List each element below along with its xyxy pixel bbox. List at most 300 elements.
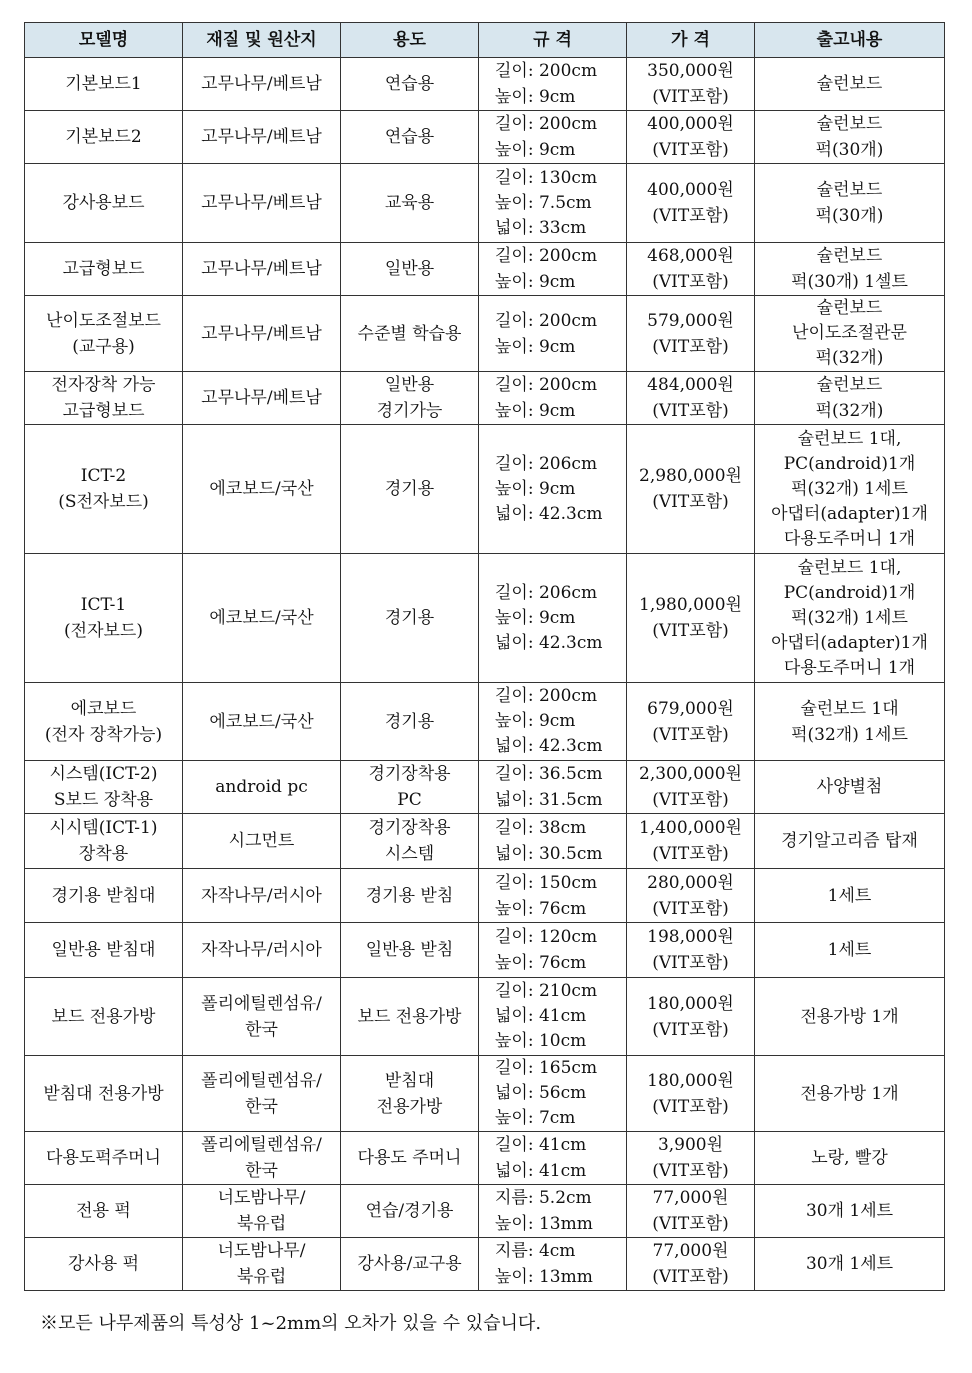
cell-spec-line: 넓이: 41cm	[495, 1006, 587, 1026]
cell-spec-line: 지름: 4cm	[495, 1241, 576, 1261]
cell-model	[25, 164, 183, 243]
cell-price-line: (VIT포함)	[652, 621, 729, 641]
cell-model-line: 경기용 받침대	[51, 885, 156, 906]
table-body	[25, 58, 945, 1291]
cell-spec-line: 높이: 9cm	[495, 87, 576, 107]
cell-contents-line: 퍽(32개) 1세트	[791, 724, 908, 745]
table-row	[25, 869, 945, 923]
cell-price	[627, 923, 755, 978]
cell-contents-line: PC(android)1개	[783, 582, 916, 603]
cell-price-line: 579,000원	[647, 310, 734, 331]
table-row	[25, 164, 945, 243]
cell-material	[183, 923, 341, 978]
cell-contents	[755, 164, 945, 243]
table-row	[25, 1238, 945, 1291]
cell-usage-line: 연습용	[384, 74, 435, 94]
cell-contents	[755, 58, 945, 111]
cell-spec-line: 높이: 9cm	[495, 272, 576, 292]
cell-contents-line: 슐런보드	[816, 74, 883, 94]
cell-price	[627, 554, 755, 683]
cell-material	[183, 1185, 341, 1238]
cell-price-line: (VIT포함)	[652, 844, 729, 864]
cell-contents	[755, 761, 945, 814]
cell-contents-line: 슐런보드	[816, 375, 883, 395]
cell-contents-line: 사양별첨	[816, 777, 883, 797]
cell-material-line: 에코보드/국산	[209, 711, 314, 732]
cell-price-line: 77,000원	[652, 1188, 729, 1208]
cell-model	[25, 111, 183, 164]
cell-usage-line: 시스템	[384, 844, 435, 864]
cell-model-line: 시스템(ICT-2)	[49, 764, 158, 784]
cell-contents-line: 퍽(32개)	[815, 348, 884, 368]
cell-price	[627, 296, 755, 372]
cell-spec	[479, 923, 627, 978]
cell-model	[25, 978, 183, 1056]
cell-material-line: 한국	[245, 1161, 278, 1181]
cell-price-line: 2,300,000원	[639, 764, 742, 784]
cell-spec	[479, 761, 627, 814]
cell-spec-line: 길이: 120cm	[495, 927, 598, 947]
cell-price-line: (VIT포함)	[652, 953, 729, 973]
header-usage: 용도	[341, 23, 479, 58]
cell-contents-line: 퍽(32개) 1세트	[791, 478, 908, 499]
cell-model-line: 에코보드	[70, 698, 137, 719]
cell-material-line: 고무나무/베트남	[201, 388, 322, 408]
cell-contents-line: 슐런보드	[816, 114, 883, 134]
cell-model	[25, 1132, 183, 1185]
cell-material-line: 고무나무/베트남	[201, 193, 322, 213]
cell-usage-line: 교육용	[384, 193, 435, 213]
header-model: 모델명	[25, 23, 183, 58]
cell-spec-line: 길이: 36.5cm	[495, 764, 603, 784]
cell-material	[183, 58, 341, 111]
cell-model-line: 전자장착 가능	[51, 375, 156, 395]
cell-spec-line: 길이: 200cm	[495, 61, 598, 81]
cell-model-line: 보드 전용가방	[51, 1006, 156, 1027]
cell-usage	[341, 1185, 479, 1238]
cell-usage	[341, 814, 479, 869]
cell-usage	[341, 761, 479, 814]
table-row	[25, 1056, 945, 1132]
cell-contents	[755, 554, 945, 683]
cell-price-line: 1,980,000원	[639, 595, 742, 615]
cell-usage	[341, 978, 479, 1056]
cell-usage-line: 경기장착용	[368, 818, 451, 838]
cell-model	[25, 58, 183, 111]
cell-price-line: 1,400,000원	[639, 818, 742, 838]
cell-material-line: 폴리에틸렌섬유/	[201, 1070, 322, 1091]
cell-price-line: (VIT포함)	[652, 724, 729, 745]
cell-spec	[479, 978, 627, 1056]
cell-model-line: 전용 퍽	[76, 1201, 131, 1221]
cell-contents-line: 슐런보드 1대,	[797, 557, 902, 578]
cell-spec-line: 길이: 200cm	[495, 246, 598, 266]
cell-material	[183, 978, 341, 1056]
cell-contents-line: 전용가방 1개	[800, 1083, 899, 1104]
cell-price	[627, 243, 755, 296]
cell-material	[183, 1056, 341, 1132]
cell-price-line: 3,900원	[657, 1135, 724, 1155]
cell-material	[183, 1132, 341, 1185]
cell-model-line: ICT-1	[80, 595, 127, 615]
table-row	[25, 554, 945, 683]
header-row	[25, 23, 945, 58]
cell-usage	[341, 243, 479, 296]
cell-contents-line: 30개 1세트	[805, 1201, 894, 1221]
cell-material-line: 한국	[245, 1019, 278, 1040]
cell-material	[183, 869, 341, 923]
cell-material-line: 고무나무/베트남	[201, 127, 322, 147]
footnote: ※모든 나무제품의 특성상 1~2mm의 오차가 있을 수 있습니다.	[40, 1313, 542, 1334]
cell-price	[627, 1132, 755, 1185]
cell-spec	[479, 683, 627, 761]
cell-contents	[755, 243, 945, 296]
cell-model-line: 고급형보드	[62, 401, 145, 421]
cell-model-line: 일반용 받침대	[51, 940, 156, 960]
cell-price	[627, 761, 755, 814]
cell-model-line: 강사용 퍽	[67, 1254, 140, 1274]
cell-model-line: (교구용)	[72, 336, 135, 357]
cell-model	[25, 372, 183, 425]
table-row	[25, 425, 945, 554]
cell-usage	[341, 1238, 479, 1291]
cell-spec	[479, 1056, 627, 1132]
cell-price-line: 350,000원	[647, 61, 734, 81]
cell-usage-line: 경기가능	[376, 401, 443, 421]
cell-usage-line: 받침대	[384, 1070, 435, 1091]
table-row	[25, 683, 945, 761]
cell-usage	[341, 1132, 479, 1185]
cell-spec-line: 넓이: 42.3cm	[495, 736, 603, 756]
cell-usage	[341, 869, 479, 923]
cell-spec-line: 넓이: 33cm	[495, 217, 587, 238]
cell-spec	[479, 1238, 627, 1291]
cell-model-line: (S전자보드)	[58, 492, 149, 512]
cell-price-line: (VIT포함)	[652, 790, 729, 810]
cell-material	[183, 296, 341, 372]
cell-usage-line: 연습/경기용	[365, 1201, 454, 1221]
cell-contents	[755, 111, 945, 164]
cell-usage-line: PC	[397, 790, 422, 810]
cell-usage	[341, 1056, 479, 1132]
cell-contents	[755, 296, 945, 372]
cell-spec	[479, 243, 627, 296]
cell-spec-line: 넓이: 41cm	[495, 1161, 587, 1181]
cell-model	[25, 761, 183, 814]
cell-contents	[755, 1185, 945, 1238]
cell-spec-line: 길이: 200cm	[495, 375, 598, 395]
cell-spec-line: 높이: 9cm	[495, 336, 576, 357]
cell-contents	[755, 814, 945, 869]
cell-contents-line: 퍽(30개)	[815, 140, 884, 160]
cell-material-line: 자작나무/러시아	[201, 885, 322, 906]
cell-material	[183, 372, 341, 425]
cell-price-line: (VIT포함)	[652, 336, 729, 357]
cell-price-line: (VIT포함)	[652, 1096, 729, 1117]
header-contents: 출고내용	[755, 23, 945, 58]
cell-contents-line: 퍽(30개) 1셀트	[791, 272, 908, 292]
cell-material-line: 고무나무/베트남	[201, 323, 322, 344]
cell-material-line: 자작나무/러시아	[201, 940, 322, 960]
cell-price-line: (VIT포함)	[652, 206, 729, 226]
cell-contents	[755, 683, 945, 761]
cell-usage-line: 일반용 받침	[365, 940, 454, 960]
cell-usage-line: 경기용	[384, 608, 435, 628]
cell-model-line: 받침대 전용가방	[43, 1083, 164, 1104]
table-row	[25, 372, 945, 425]
cell-price-line: (VIT포함)	[652, 87, 729, 107]
cell-spec-line: 길이: 38cm	[495, 818, 587, 838]
cell-material	[183, 164, 341, 243]
table-row	[25, 761, 945, 814]
cell-usage-line: 전용가방	[376, 1096, 443, 1117]
cell-spec-line: 길이: 200cm	[495, 114, 598, 134]
cell-spec-line: 넓이: 30.5cm	[495, 844, 603, 864]
cell-usage-line: 경기용	[384, 711, 435, 732]
cell-usage-line: 다용도 주머니	[357, 1148, 462, 1168]
cell-material	[183, 243, 341, 296]
cell-spec-line: 길이: 130cm	[495, 167, 598, 188]
cell-contents-line: 30개 1세트	[805, 1254, 894, 1274]
cell-material	[183, 814, 341, 869]
cell-contents-line: PC(android)1개	[783, 453, 916, 474]
cell-price	[627, 978, 755, 1056]
cell-model	[25, 683, 183, 761]
cell-price	[627, 372, 755, 425]
cell-model-line: ICT-2	[80, 466, 127, 486]
cell-usage	[341, 923, 479, 978]
cell-model-line: 다용도퍽주머니	[46, 1148, 161, 1168]
cell-material-line: 고무나무/베트남	[201, 259, 322, 279]
cell-spec	[479, 814, 627, 869]
cell-contents-line: 슐런보드 1대,	[797, 428, 902, 449]
cell-price-line: 484,000원	[647, 375, 734, 395]
header-spec: 규 격	[479, 23, 627, 58]
cell-contents-line: 퍽(30개)	[815, 206, 884, 226]
cell-price	[627, 814, 755, 869]
cell-usage	[341, 683, 479, 761]
cell-model-line: 시시템(ICT-1)	[49, 818, 158, 838]
cell-spec-line: 길이: 206cm	[495, 582, 598, 603]
cell-model-line: (전자 장착가능)	[44, 724, 163, 745]
cell-usage-line: 강사용/교구용	[357, 1254, 462, 1274]
cell-material-line: 폴리에틸렌섬유/	[201, 993, 322, 1014]
cell-model-line: 기본보드2	[65, 127, 142, 147]
cell-model-line: 난이도조절보드	[46, 310, 161, 331]
cell-price	[627, 1238, 755, 1291]
cell-model-line: (전자보드)	[64, 621, 143, 641]
cell-material-line: 북유럽	[236, 1214, 287, 1234]
cell-usage-line: 연습용	[384, 127, 435, 147]
cell-contents-line: 1세트	[827, 885, 872, 906]
cell-spec-line: 높이: 9cm	[495, 478, 576, 499]
cell-contents-line: 퍽(32개)	[815, 401, 884, 421]
cell-usage	[341, 372, 479, 425]
cell-contents-line: 1세트	[827, 940, 872, 960]
table-row	[25, 1132, 945, 1185]
cell-price	[627, 1056, 755, 1132]
cell-usage	[341, 111, 479, 164]
cell-contents	[755, 869, 945, 923]
cell-price-line: 180,000원	[647, 993, 734, 1014]
cell-price-line: (VIT포함)	[652, 1267, 729, 1287]
cell-spec-line: 길이: 150cm	[495, 872, 598, 893]
cell-material-line: 고무나무/베트남	[201, 74, 322, 94]
cell-spec-line: 높이: 76cm	[495, 898, 587, 919]
cell-price	[627, 683, 755, 761]
cell-spec-line: 넓이: 42.3cm	[495, 503, 603, 524]
table-row	[25, 296, 945, 372]
cell-model-line: 고급형보드	[62, 259, 145, 279]
cell-material-line: 에코보드/국산	[209, 479, 314, 499]
cell-contents-line: 전용가방 1개	[800, 1006, 899, 1027]
cell-contents-line: 경기알고리즘 탑재	[781, 831, 918, 851]
cell-price-line: 400,000원	[647, 180, 734, 200]
cell-price-line: 468,000원	[647, 246, 734, 266]
cell-spec-line: 높이: 9cm	[495, 140, 576, 160]
cell-material	[183, 761, 341, 814]
cell-spec	[479, 1185, 627, 1238]
header-price: 가 격	[627, 23, 755, 58]
cell-price-line: 2,980,000원	[639, 466, 742, 486]
cell-contents	[755, 978, 945, 1056]
cell-spec-line: 높이: 76cm	[495, 953, 587, 973]
cell-spec-line: 높이: 13mm	[495, 1214, 593, 1234]
cell-usage	[341, 296, 479, 372]
cell-usage-line: 보드 전용가방	[357, 1006, 462, 1027]
cell-usage-line: 경기용	[384, 479, 435, 499]
cell-price-line: (VIT포함)	[652, 1161, 729, 1181]
cell-spec	[479, 111, 627, 164]
cell-contents-line: 다용도주머니 1개	[783, 528, 916, 549]
cell-usage	[341, 58, 479, 111]
cell-contents-line: 아댑터(adapter)1개	[771, 503, 928, 524]
cell-material-line: 너도밤나무/	[217, 1241, 306, 1261]
cell-price	[627, 111, 755, 164]
table-row	[25, 923, 945, 978]
cell-price-line: (VIT포함)	[652, 492, 729, 512]
cell-contents-line: 아댑터(adapter)1개	[771, 632, 928, 653]
cell-price-line: 400,000원	[647, 114, 734, 134]
table-row	[25, 1185, 945, 1238]
cell-model	[25, 554, 183, 683]
cell-spec	[479, 1132, 627, 1185]
cell-contents-line: 퍽(32개) 1세트	[791, 607, 908, 628]
cell-material	[183, 554, 341, 683]
cell-usage-line: 일반용	[384, 375, 435, 395]
cell-model	[25, 425, 183, 554]
cell-usage-line: 일반용	[384, 259, 435, 279]
cell-price	[627, 425, 755, 554]
cell-price-line: (VIT포함)	[652, 1019, 729, 1040]
cell-contents-line: 슐런보드	[816, 298, 883, 318]
cell-spec-line: 지름: 5.2cm	[495, 1188, 592, 1208]
cell-contents	[755, 372, 945, 425]
cell-usage-line: 경기장착용	[368, 764, 451, 784]
cell-material	[183, 111, 341, 164]
cell-spec-line: 길이: 41cm	[495, 1135, 587, 1155]
cell-material-line: 한국	[245, 1096, 278, 1117]
cell-spec-line: 넓이: 56cm	[495, 1083, 587, 1103]
cell-spec	[479, 554, 627, 683]
cell-model-line: 강사용보드	[62, 193, 145, 213]
cell-model	[25, 243, 183, 296]
cell-spec-line: 높이: 7cm	[495, 1108, 576, 1128]
cell-contents-line: 슐런보드 1대	[800, 698, 899, 719]
cell-model-line: 장착용	[78, 844, 129, 864]
cell-model	[25, 814, 183, 869]
cell-spec-line: 길이: 165cm	[495, 1058, 598, 1078]
cell-price	[627, 869, 755, 923]
cell-price-line: (VIT포함)	[652, 1214, 729, 1234]
table-row	[25, 58, 945, 111]
cell-material	[183, 425, 341, 554]
cell-contents-line: 다용도주머니 1개	[783, 657, 916, 678]
cell-model	[25, 1056, 183, 1132]
cell-model	[25, 869, 183, 923]
cell-price	[627, 58, 755, 111]
cell-model	[25, 1238, 183, 1291]
cell-price-line: 77,000원	[652, 1241, 729, 1261]
cell-spec	[479, 869, 627, 923]
cell-price-line: (VIT포함)	[652, 140, 729, 160]
cell-spec-line: 높이: 10cm	[495, 1031, 587, 1051]
cell-contents-line: 노랑, 빨강	[811, 1148, 888, 1168]
cell-usage	[341, 425, 479, 554]
cell-spec-line: 길이: 200cm	[495, 686, 598, 706]
cell-price-line: (VIT포함)	[652, 401, 729, 421]
cell-contents-line: 난이도조절관문	[792, 323, 907, 343]
cell-usage	[341, 554, 479, 683]
cell-spec	[479, 164, 627, 243]
cell-spec-line: 넓이: 31.5cm	[495, 790, 603, 810]
cell-contents-line: 슐런보드	[816, 246, 883, 266]
cell-price-line: (VIT포함)	[652, 272, 729, 292]
cell-spec-line: 길이: 200cm	[495, 310, 598, 331]
table-row	[25, 111, 945, 164]
cell-spec-line: 넓이: 42.3cm	[495, 632, 603, 653]
cell-price-line: (VIT포함)	[652, 898, 729, 919]
cell-material-line: 북유럽	[236, 1267, 287, 1287]
table-row	[25, 978, 945, 1056]
cell-spec-line: 높이: 7.5cm	[495, 192, 592, 213]
cell-model-line: S보드 장착용	[53, 790, 154, 810]
price-table	[24, 22, 945, 1291]
cell-model	[25, 923, 183, 978]
cell-price-line: 198,000원	[647, 927, 734, 947]
cell-spec-line: 높이: 9cm	[495, 401, 576, 421]
cell-contents-line: 슐런보드	[816, 180, 883, 200]
cell-contents	[755, 425, 945, 554]
cell-material-line: 에코보드/국산	[209, 608, 314, 628]
cell-model	[25, 1185, 183, 1238]
cell-model-line: 기본보드1	[65, 74, 142, 94]
cell-material-line: 폴리에틸렌섬유/	[201, 1135, 322, 1155]
cell-spec	[479, 58, 627, 111]
cell-spec	[479, 296, 627, 372]
cell-price	[627, 164, 755, 243]
cell-contents	[755, 1238, 945, 1291]
cell-material-line: 시그먼트	[228, 831, 295, 851]
cell-usage-line: 경기용 받침	[365, 885, 454, 906]
cell-contents	[755, 1132, 945, 1185]
cell-usage-line: 수준별 학습용	[357, 323, 462, 344]
cell-price-line: 679,000원	[647, 698, 734, 719]
cell-material	[183, 683, 341, 761]
cell-usage	[341, 164, 479, 243]
cell-price-line: 180,000원	[647, 1070, 734, 1091]
cell-contents	[755, 923, 945, 978]
